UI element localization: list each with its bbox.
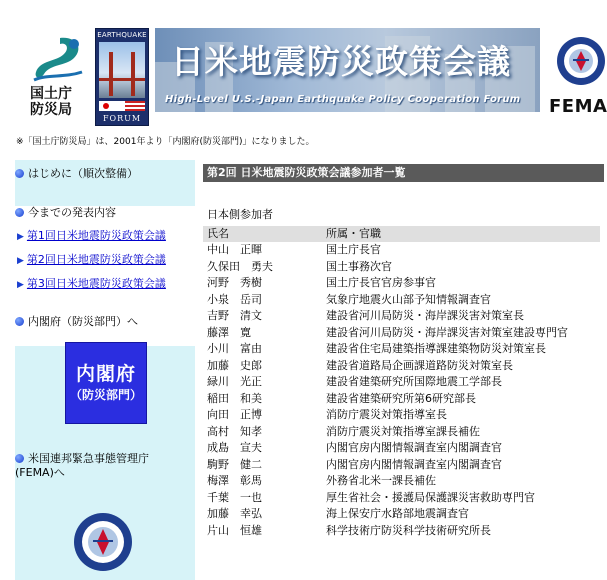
section-label: 日本側参加者	[207, 208, 273, 221]
triangle-right-icon: ▶	[17, 256, 24, 266]
banner-title: 日米地震防災政策会議	[171, 42, 511, 81]
table-row	[203, 506, 600, 523]
participant-affiliation: 建設省河川局防災・海岸課災害対策室建設専門官	[322, 325, 600, 342]
participant-name: 吉野 清文	[207, 309, 262, 322]
bridge-picture	[99, 42, 145, 98]
sidebar	[15, 160, 195, 580]
conference-banner	[155, 28, 540, 112]
table-row	[203, 292, 600, 309]
participant-name: 稲田 和美	[203, 391, 322, 408]
cabinet-office-link[interactable]: 内閣府（防災部門）へ	[28, 315, 138, 328]
flags-icon	[99, 101, 145, 111]
cabinet-office-section	[15, 314, 195, 329]
reorganization-note: ※「国土庁防災局」は、2001年より「内閣府(防災部門)」になりました。	[16, 137, 315, 147]
table-row	[203, 457, 600, 474]
cabinet-button-line2: （防災部門）	[69, 388, 142, 402]
agency-name-line2: 防災局	[30, 102, 72, 118]
participant-affiliation: 気象庁地震火山部予知情報調査官	[322, 292, 600, 309]
table-row	[203, 523, 600, 540]
table-row	[203, 490, 600, 507]
participant-affiliation: 厚生省社会・援護局保護課災害救助専門官	[322, 490, 600, 507]
table-row	[203, 275, 600, 292]
bullet-icon	[15, 454, 24, 463]
participant-affiliation: 国土庁長官官房参事官	[326, 276, 436, 289]
fema-link-line2[interactable]: (FEMA)へ	[15, 466, 65, 479]
table-row	[203, 358, 600, 375]
table-row	[203, 473, 600, 490]
triangle-right-icon: ▶	[17, 232, 24, 242]
table-row	[203, 341, 600, 358]
participant-affiliation: 消防庁震災対策指導室課長補佐	[322, 424, 600, 441]
column-header-name: 氏名	[203, 226, 322, 242]
table-row	[203, 242, 600, 259]
banner-subtitle: High-Level U.S.-Japan Earthquake Policy Cooperation Forum	[165, 94, 521, 105]
table-row	[203, 374, 600, 391]
cabinet-button-line1: 内閣府	[75, 363, 136, 385]
table-row	[203, 407, 600, 424]
table-row	[203, 440, 600, 457]
past-link-1[interactable]: ▶ 第1回日米地震防災政策会議	[17, 229, 166, 242]
table-row	[203, 259, 600, 276]
participant-name: 河野 秀樹	[207, 276, 262, 289]
participant-name: 成島 宣夫	[207, 441, 262, 454]
table-header-row	[203, 226, 600, 242]
sidebar-intro-link[interactable]: はじめに（順次整備）	[28, 167, 138, 180]
participant-affiliation: 外務省北米一課長補佐	[326, 474, 436, 487]
participant-name: 小川 富由	[207, 342, 262, 355]
participant-name: 加藤 幸弘	[207, 507, 262, 520]
participant-name: 藤澤 寛	[203, 325, 322, 342]
bullet-icon	[15, 208, 24, 217]
site-header	[0, 0, 607, 130]
participant-affiliation: 国土事務次官	[322, 259, 600, 276]
participants-table	[203, 226, 600, 539]
participant-affiliation: 建設省河川局防災・海岸課災害対策室長	[326, 309, 524, 322]
participant-affiliation: 建設省建築研究所国際地震工学部長	[326, 375, 502, 388]
participant-affiliation: 建設省建築研究所第6研究部長	[322, 391, 600, 408]
participant-affiliation: 内閣官房内閣情報調査室内閣調査官	[322, 457, 600, 474]
participant-name: 加藤 史郎	[203, 358, 322, 375]
agency-name-line1: 国土庁	[30, 86, 72, 102]
bullet-icon	[15, 169, 24, 178]
column-header-affiliation: 所属・官職	[322, 226, 600, 242]
sidebar-intro	[15, 166, 195, 181]
participant-affiliation: 国土庁長官	[326, 243, 381, 256]
participant-affiliation: 海上保安庁水路部地震調査官	[326, 507, 469, 520]
participant-name: 向田 正博	[207, 408, 262, 421]
fema-seal-icon	[556, 36, 606, 86]
past-presentations-heading: 今までの発表内容	[15, 206, 116, 220]
agency-name	[30, 86, 90, 118]
table-row	[203, 424, 600, 441]
bullet-icon	[15, 317, 24, 326]
participant-affiliation: 科学技術庁防災科学技術研究所長	[322, 523, 600, 540]
participant-affiliation: 建設省道路局企画課道路防災対策室長	[322, 358, 600, 375]
participant-name: 駒野 健二	[203, 457, 322, 474]
fema-seal-icon[interactable]	[73, 512, 133, 572]
national-land-agency-logo-icon	[30, 34, 88, 84]
table-row	[203, 308, 600, 325]
past-link-2[interactable]: ▶ 第2回日米地震防災政策会議	[17, 253, 166, 266]
participants-table-body	[203, 242, 600, 539]
participant-name: 梅澤 彰馬	[207, 474, 262, 487]
triangle-right-icon: ▶	[17, 280, 24, 290]
participant-affiliation: 内閣官房内閣情報調査室内閣調査官	[326, 441, 502, 454]
participant-name: 中山 正暉	[207, 243, 262, 256]
fema-section	[15, 452, 195, 480]
table-row	[203, 325, 600, 342]
page-heading: 第2回 日米地震防災政策会議参加者一覧	[203, 164, 604, 182]
earthquake-forum-badge	[95, 28, 149, 126]
past-presentations-list	[17, 224, 189, 291]
participant-name: 高村 知孝	[203, 424, 322, 441]
past-link-3[interactable]: ▶ 第3回日米地震防災政策会議	[17, 277, 166, 290]
badge-top-text: EARTHQUAKE	[97, 31, 147, 39]
participant-name: 千葉 一也	[203, 490, 322, 507]
participant-affiliation: 建設省住宅局建築指導課建築物防災対策室長	[326, 342, 546, 355]
participant-name: 緑川 光正	[207, 375, 262, 388]
fema-link-line1[interactable]: 米国連邦緊急事態管理庁	[28, 452, 149, 465]
cabinet-office-button[interactable]	[65, 342, 147, 424]
participant-name: 小泉 岳司	[203, 292, 322, 309]
fema-label: FEMA	[549, 96, 607, 117]
participant-affiliation: 消防庁震災対策指導室長	[326, 408, 447, 421]
table-row	[203, 391, 600, 408]
badge-bottom-text: FORUM	[102, 114, 142, 123]
participant-name: 久保田 勇夫	[203, 259, 322, 276]
participant-name: 片山 恒雄	[203, 523, 322, 540]
